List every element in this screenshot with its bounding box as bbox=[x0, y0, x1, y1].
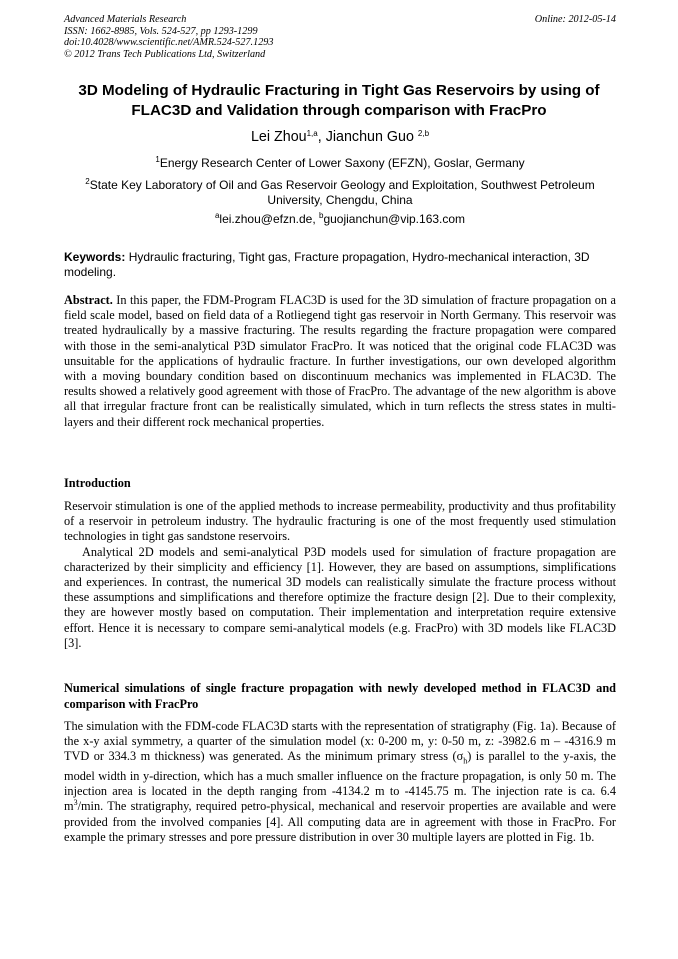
numerical-heading: Numerical simulations of single fracture propagation with newly developed method in FLAC3D and comparison with FracPro bbox=[64, 681, 616, 711]
author-sup: 2,b bbox=[417, 129, 430, 138]
paper-title: 3D Modeling of Hydraulic Fracturing in Tight Gas Reservoirs by using of FLAC3D and Validation through comparison with FracPro bbox=[78, 82, 600, 119]
affiliation-text: State Key Laboratory of Oil and Gas Reservoir Geology and Exploitation, Southwest Petroleum University, Chengdu, China bbox=[89, 178, 595, 207]
author-separator: , bbox=[317, 129, 326, 145]
journal-name: Advanced Materials Research bbox=[64, 14, 187, 25]
email-sup: a bbox=[214, 211, 220, 220]
online-date: Online: 2012-05-14 bbox=[534, 14, 616, 25]
keywords-text: Hydraulic fracturing, Tight gas, Fracture propagation, Hydro-mechanical interaction, 3D modeling. bbox=[64, 250, 590, 279]
affiliation-sup: 1 bbox=[155, 155, 160, 164]
copyright: © 2012 Trans Tech Publications Ltd, Switzerland bbox=[64, 48, 266, 60]
subscript: h bbox=[463, 756, 468, 766]
text-run: The simulation with the FDM-code FLAC3D starts with the representation of stratigraphy (Fig. 1a). Because of the x-y axial symmetry, a quarter of the simulation model (x: 0-200 m, y: 0-50 m, z: -3982.6 m – -4316.9 m TVD or 334.3 m thickness) was generated. As the minimum primary stress (σ bbox=[64, 719, 616, 764]
paragraph: Reservoir stimulation is one of the applied methods to increase permeability, productivity and thus profitability of a reservoir in petroleum industry. The hydraulic fracturing is one of the most frequently used stimulation technologies in tight gas sandstone reservoirs. bbox=[64, 499, 616, 544]
keywords bbox=[64, 250, 616, 279]
introduction-heading: Introduction bbox=[64, 476, 131, 490]
abstract bbox=[64, 293, 616, 430]
author-name: Jianchun Guo bbox=[325, 129, 418, 145]
paragraph bbox=[64, 719, 616, 845]
affiliation-1 bbox=[64, 156, 616, 171]
paragraph: Analytical 2D models and semi-analytical P3D models used for simulation of fracture propagation are characterized by their simplicity and efficiency [1]. However, they are based on assumptions, simplifications and experiences. In contrast, the numerical 3D models can realistically simulate the fracture process without these assumptions and simplifications and therefore optimize the fracture design [2]. Due to their complexity, they are however mostly based on computation. Their implementation and interpretation require extensive effort. Hence it is necessary to compare semi-analytical models (e.g. FracPro) with 3D models like FLAC3D [3]. bbox=[64, 544, 616, 650]
author-sup: 1,a bbox=[306, 129, 318, 138]
superscript: 3 bbox=[73, 798, 78, 808]
keywords-label: Keywords: bbox=[64, 250, 126, 264]
abstract-text: In this paper, the FDM-Program FLAC3D is used for the 3D simulation of fracture propagation on a field scale model, based on field data of a Rotliegend tight gas reservoir in North Germany. This reservoir was treated hydraulically by a massive fracturing. The results regarding the fracture propagation were compared with those in the semi-analytical P3D simulator FracPro. It was noticed that the original code FLAC3D was unsuitable for the applications of hydraulic fracture. In further investigations, our own developed algorithm with a moving boundary condition based on discontinuum mechanics was implemented in FLAC3D. The results showed a relatively good agreement with those of FracPro. The advantage of the new algorithm is above all that irregular fracture front can be realistically simulated, which in turn reflects the stress states in multi-layers and their different rock mechanical properties. bbox=[64, 293, 616, 429]
authors bbox=[64, 128, 616, 146]
author-emails bbox=[64, 212, 616, 227]
text-run: ) is parallel to the y-axis, the model width in y-direction, which has a much smaller influence on the fracture propagation, is only 50 m. The injection area is located in the depth ranging from -4134.2 m to -4145.75 m. The injection rate is ca. 6.4 m bbox=[64, 749, 616, 814]
author-name: Lei Zhou bbox=[250, 129, 307, 145]
email-sup: b bbox=[318, 211, 324, 220]
text-run: /min. The stratigraphy, required petro-physical, mechanical and reservoir properties are available and were provided from the involved companies [4]. All computing data are in agreement with those in FracPro. For example the primary stresses and pore pressure distribution in over 30 multiple layers are plotted in Fig. 1b. bbox=[64, 799, 616, 844]
journal-header bbox=[64, 14, 616, 60]
abstract-label: Abstract. bbox=[64, 293, 113, 307]
email-link[interactable]: guojianchun@vip.163.com bbox=[323, 212, 466, 226]
affiliation-sup: 2 bbox=[85, 177, 90, 186]
affiliation-text: Energy Research Center of Lower Saxony (EFZN), Goslar, Germany bbox=[159, 156, 525, 170]
email-link[interactable]: lei.zhou@efzn.de, bbox=[219, 212, 319, 226]
numerical-body bbox=[64, 719, 616, 845]
issn: ISSN: 1662-8985, Vols. 524-527, pp 1293-1299 bbox=[64, 25, 258, 37]
doi: doi:10.4028/www.scientific.net/AMR.524-527.1293 bbox=[64, 37, 274, 49]
affiliation-2 bbox=[64, 178, 616, 208]
introduction-body bbox=[64, 499, 616, 651]
